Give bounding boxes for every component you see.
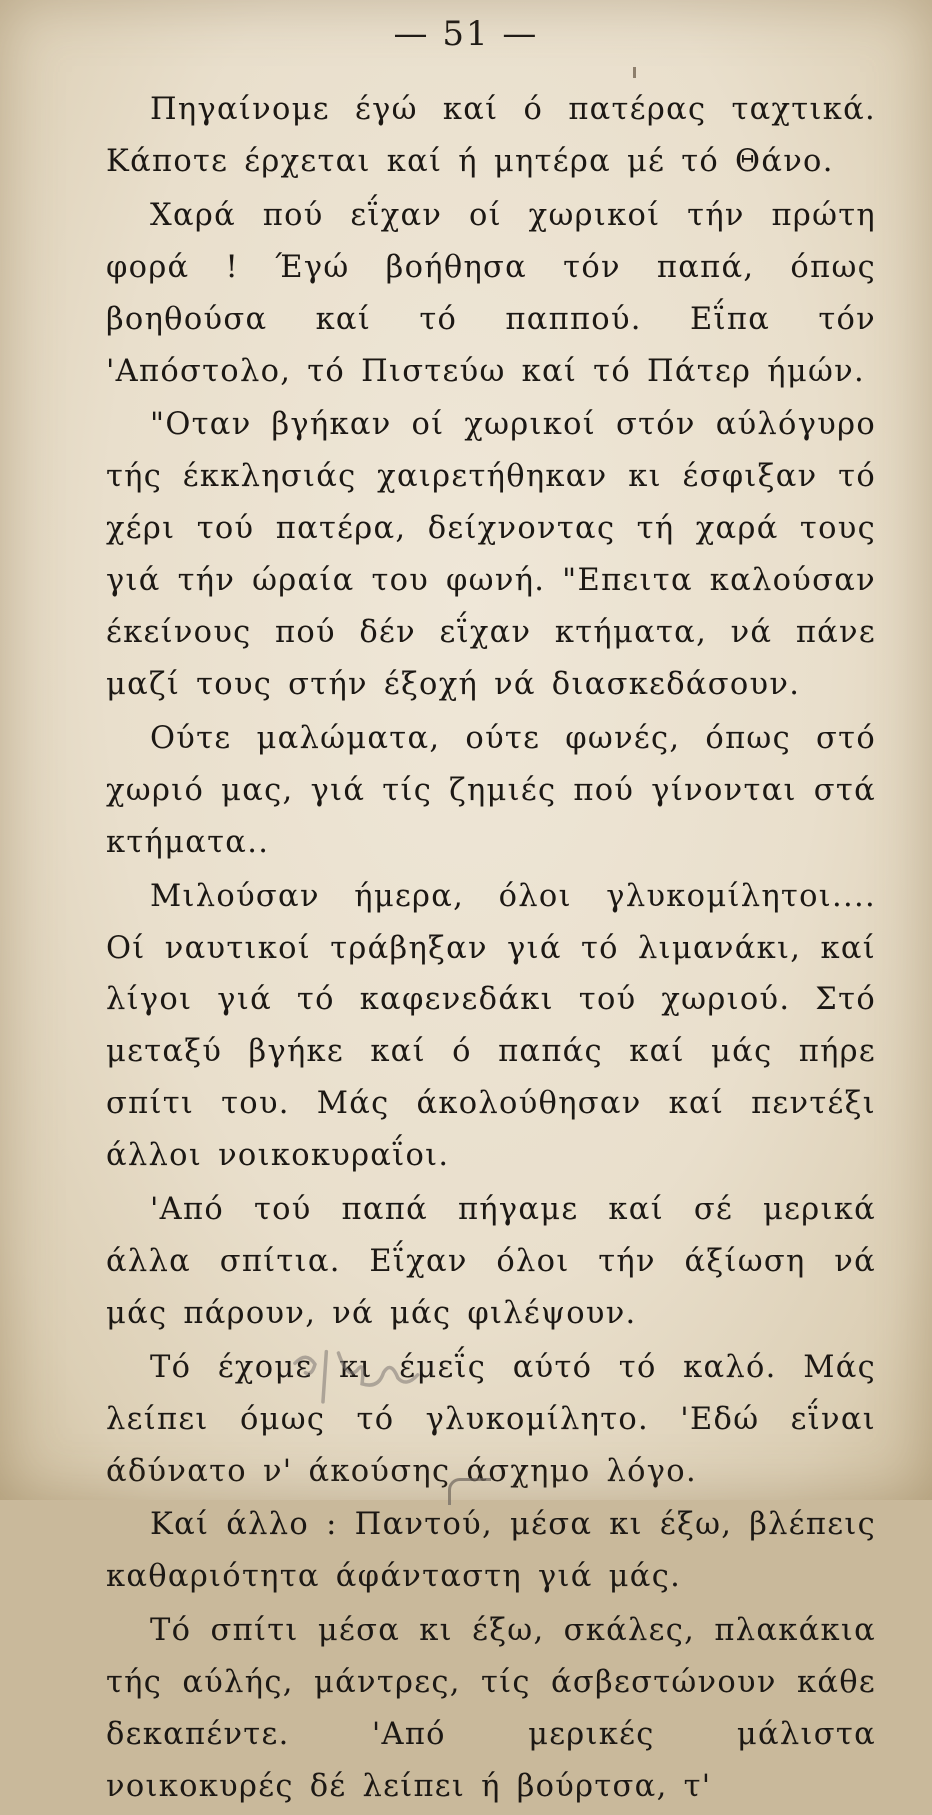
pencil-mark (448, 1478, 491, 1505)
paragraph-8: Καί άλλο : Παντού, μέσα κι έξω, βλέπεις καθαριότητα άφάνταστη γιά μάς. (106, 1507, 876, 1595)
body-text (106, 84, 876, 1815)
paragraph-6: 'Από τού παπά πήγαμε καί σέ μερικά άλλα σπίτια. Εΐχαν όλοι τήν άξίωση νά μάς πάρουν, νά μάς φιλέψουν. (106, 1192, 876, 1331)
paragraph-5: Μιλούσαν ήμερα, όλοι γλυκομίλητοι.... Οί ναυτικοί τράβηξαν γιά τό λιμανάκι, καί λίγοι γιά τό καφενεδάκι τού χωριού. Στό μεταξύ βγήκε καί ό παπάς καί μάς πήρε σπίτι του. Μάς άκολούθησαν καί πεντέξι άλλοι νοικοκυραΐοι. (106, 878, 876, 1174)
page-number: — 51 — (393, 14, 539, 54)
paragraph-4: Ούτε μαλώματα, ούτε φωνές, όπως στό χωριό μας, γιά τίς ζημιές πού γίνονται στά κτήματα.. (106, 720, 876, 860)
paragraph-7: Τό έχομε κι έμεΐς αύτό τό καλό. Μάς λείπει όμως τό γλυκομίλητο. 'Εδώ εΐναι άδύνατο ν' άκούσης άσχημο λόγο. (106, 1349, 876, 1489)
paragraph-1: Πηγαίνομε έγώ καί ό πατέρας ταχτικά. Κάποτε έρχεται καί ή μητέρα μέ τό Θάνο. (106, 92, 876, 179)
ink-tick-mark (633, 67, 636, 78)
paragraph-9: Τό σπίτι μέσα κι έξω, σκάλες, πλακάκια τής αύλής, μάντρες, τίς άσβεστώνουν κάθε δεκαπέντε. 'Από μερικές μάλιστα νοικοκυρές δέ λείπει ή βούρτσα, τ' (106, 1613, 876, 1804)
paragraph-3: "Οταν βγήκαν οί χωρικοί στόν αύλόγυρο τής έκκλησιάς χαιρετήθηκαν κι έσφιξαν τό χέρι τού πατέρα, δείχνοντας τή χαρά τους γιά τήν ώραία του φωνή. "Επειτα καλούσαν έκείνους πού δέν εΐχαν κτήματα, νά πάνε μαζί τους στήν έξοχή νά διασκεδάσουν. (106, 407, 876, 702)
pencil-scribble-icon (286, 1336, 429, 1413)
paragraph-2: Χαρά πού εΐχαν οί χωρικοί τήν πρώτη φορά ! Έγώ βοήθησα τόν παπά, όπως βοηθούσα καί τό παππού. Εΐπα τόν 'Απόστολο, τό Πιστεύω καί τό Πάτερ ήμών. (106, 197, 876, 389)
pencil-annotation (286, 1336, 430, 1428)
